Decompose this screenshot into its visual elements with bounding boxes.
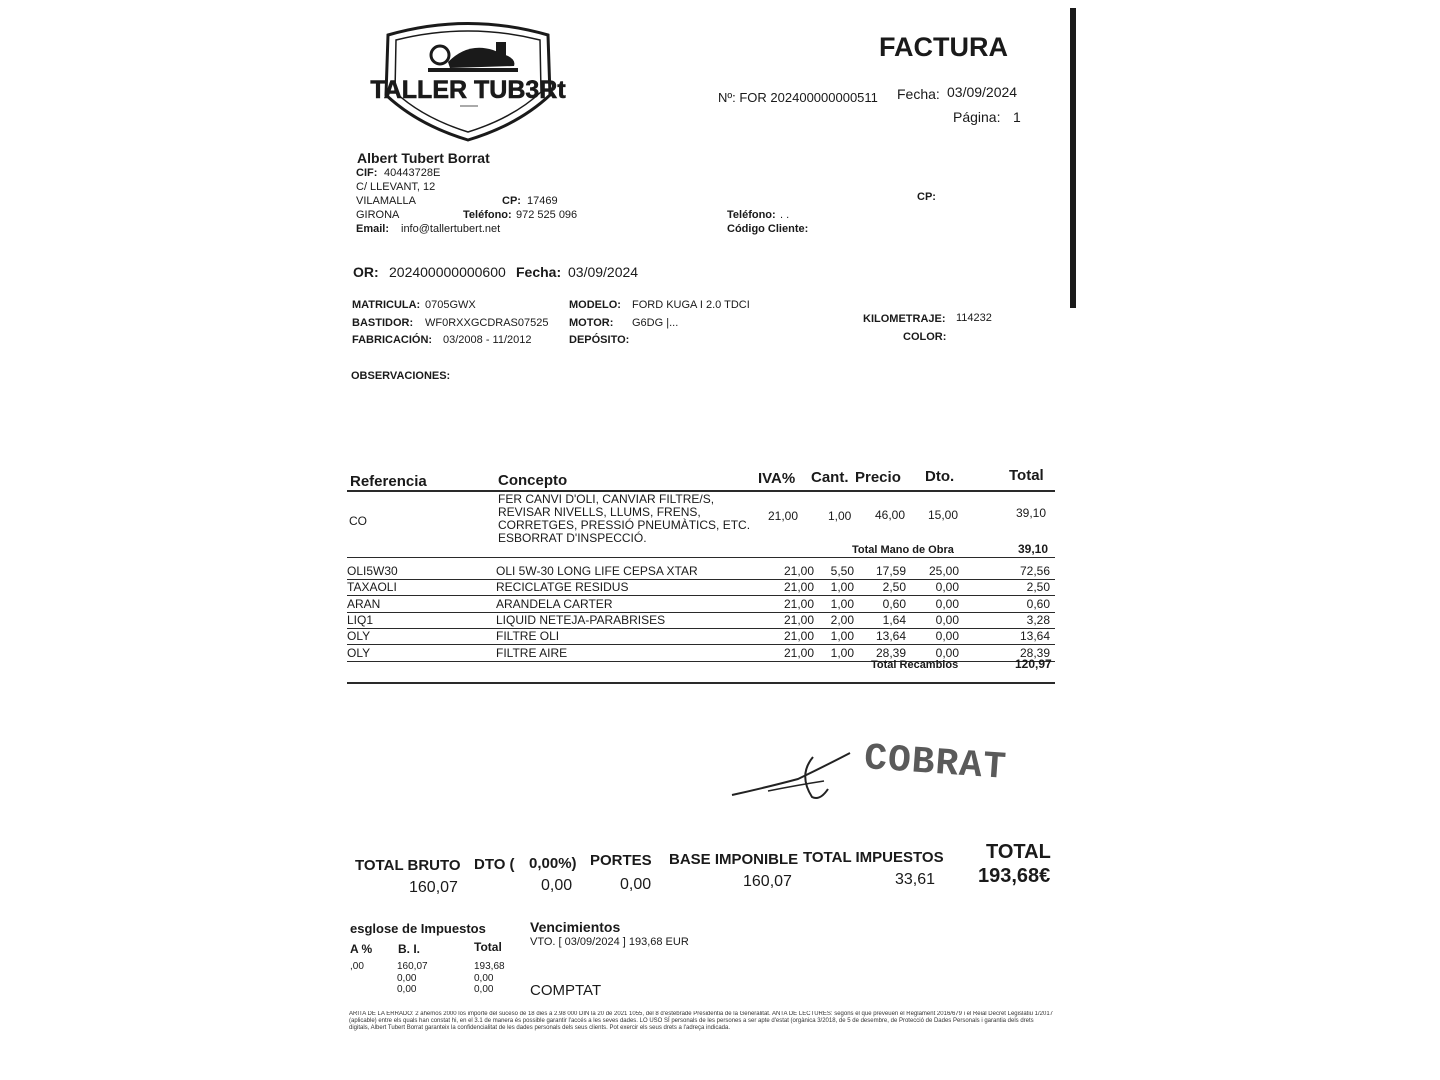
deposito-label: DEPÓSITO: — [569, 334, 630, 346]
part-cant: 5,50 — [830, 564, 854, 578]
labor-precio: 46,00 — [875, 508, 906, 522]
desglose-bi: 0,00 — [397, 972, 417, 984]
labor-total-value: 39,10 — [1018, 542, 1049, 556]
labor-concept-line: ESBORRAT D'INSPECCIÓ. — [498, 531, 647, 545]
dto-value: 0,00 — [541, 877, 573, 894]
desglose-total: 0,00 — [474, 984, 494, 995]
company-phone-label: Teléfono: — [463, 209, 512, 221]
part-total: 72,56 — [1019, 564, 1050, 578]
part-dto: 25,00 — [928, 564, 959, 578]
part-cant: 1,00 — [830, 580, 854, 595]
fabricacion-value: 03/2008 - 11/2012 — [443, 334, 532, 346]
signature — [728, 745, 858, 805]
part-concept: OLI 5W-30 LONG LIFE CEPSA XTAR — [496, 564, 698, 578]
invoice-number: Nº: FOR 202400000000511 — [718, 90, 878, 105]
motor-label: MOTOR: — [569, 317, 614, 329]
modelo-value: FORD KUGA I 2.0 TDCI — [632, 299, 750, 311]
labor-dto: 15,00 — [928, 508, 959, 522]
page-label: Página: — [953, 109, 1001, 125]
portes-label: PORTES — [590, 852, 652, 869]
part-dto: 0,00 — [935, 596, 959, 611]
client-phone: . . — [780, 209, 790, 221]
part-total: 3,28 — [1026, 612, 1050, 627]
part-cant: 1,00 — [830, 645, 854, 660]
part-concept: FILTRE OLI — [496, 629, 560, 644]
col-total: Total — [1009, 467, 1044, 484]
company-cp-label: CP: — [502, 195, 521, 207]
desglose-total: 0,00 — [474, 972, 494, 984]
observaciones-label: OBSERVACIONES: — [351, 370, 451, 382]
part-row — [347, 580, 1055, 596]
part-row — [347, 597, 1055, 613]
matricula-value: 0705GWX — [425, 299, 476, 311]
part-concept: ARANDELA CARTER — [496, 596, 613, 611]
total-impuestos-label: TOTAL IMPUESTOS — [803, 849, 944, 866]
invoice-date-label: Fecha: — [897, 86, 940, 102]
parts-total-value: 120,97 — [1015, 657, 1052, 671]
total-bruto-value: 160,07 — [409, 879, 458, 896]
part-iva: 21,00 — [783, 612, 814, 627]
labor-concept-line: CORRETGES, PRESSIÓ PNEUMÀTICS, ETC. — [498, 518, 751, 532]
col-dto: Dto. — [925, 468, 955, 485]
dto-label: DTO ( — [474, 856, 515, 873]
doc-title: FACTURA — [879, 32, 1008, 62]
desglose-bi: 160,07 — [397, 961, 428, 972]
bastidor-label: BASTIDOR: — [352, 317, 414, 329]
fabricacion-label: FABRICACIÓN: — [352, 334, 433, 346]
logo-text: TALLER TUB3Rt — [370, 76, 566, 104]
vencimientos-line: VTO. [ 03/09/2024 ] 193,68 EUR — [530, 936, 689, 948]
or-number: 202400000000600 — [389, 264, 506, 280]
kilometraje-value: 114232 — [956, 312, 992, 324]
part-dto: 0,00 — [935, 580, 959, 595]
or-label: OR: — [353, 264, 379, 280]
part-row — [347, 613, 1055, 629]
client-phone-label: Teléfono: — [727, 209, 776, 221]
part-row — [347, 629, 1055, 645]
parts-total-label: Total Recambios — [871, 659, 959, 671]
part-ref: TAXAOLI — [347, 580, 397, 595]
modelo-label: MODELO: — [569, 299, 621, 311]
part-ref: OLY — [347, 645, 371, 660]
part-ref: OLI5W30 — [347, 564, 398, 578]
part-total: 28,39 — [1019, 645, 1050, 660]
labor-concept-line: REVISAR NIVELLS, LLUMS, FRENS, — [498, 505, 701, 519]
desglose-title: esglose de Impuestos — [350, 921, 486, 936]
part-ref: ARAN — [347, 596, 381, 611]
total-impuestos-value: 33,61 — [895, 871, 936, 888]
part-cant: 1,00 — [830, 629, 854, 644]
invoice-date: 03/09/2024 — [947, 84, 1018, 100]
part-total: 0,60 — [1026, 596, 1050, 611]
or-date-label: Fecha: — [516, 264, 562, 280]
grand-total-label: TOTAL — [986, 841, 1051, 863]
part-concept: LIQUID NETEJA-PARABRISES — [496, 612, 666, 627]
part-dto: 0,00 — [935, 612, 959, 627]
dto-pct: 0,00%) — [529, 855, 577, 872]
part-iva: 21,00 — [783, 564, 814, 578]
col-referencia: Referencia — [350, 473, 427, 490]
part-cant: 1,00 — [830, 596, 854, 611]
part-iva: 21,00 — [783, 580, 814, 595]
labor-concept-line: FER CANVI D'OLI, CANVIAR FILTRE/S, — [498, 492, 715, 506]
part-concept: FILTRE AIRE — [496, 645, 568, 660]
desglose-iva: ,00 — [350, 961, 364, 972]
portes-value: 0,00 — [620, 876, 652, 893]
client-code-label: Código Cliente: — [727, 223, 809, 235]
part-iva: 21,00 — [783, 629, 814, 644]
part-total: 13,64 — [1019, 629, 1050, 644]
company-address: C/ LLEVANT, 12 — [356, 181, 436, 193]
part-iva: 21,00 — [783, 596, 814, 611]
base-imponible-value: 160,07 — [743, 873, 792, 890]
client-cp-label: CP: — [917, 191, 936, 203]
labor-total-label: Total Mano de Obra — [852, 544, 954, 556]
part-precio: 0,60 — [882, 596, 906, 611]
part-precio: 17,59 — [875, 564, 906, 578]
cif-value: 40443728E — [384, 167, 441, 179]
part-ref: OLY — [347, 629, 371, 644]
part-precio: 13,64 — [875, 629, 906, 644]
col-iva: IVA% — [758, 470, 796, 487]
taller-tubert-logo — [368, 20, 568, 142]
legal-fine-print: ARITA DE LA ERRADO: 2 ahemos 2000 los importe del suceso de 18 dies a 2.98 000 DIN la 20 de 2021 1055, del 8 d'estebrade Presidentia de la Generalitat. ANTA DE LECTURES: segons el que preveuen el Reglament 2016/679 i el Reial Decret Legislatiu 1/2017 (aplicable) entre els quals han constat hi, en el 3.1 de manera és possible garantir l'accés a les seves dades. LO USO SÍ personals de les persones a ser apte d'estat (orgànica 3/2018, de 5 de desembre, de Protecció de Dades Personals i garantia dels drets digitals, Albert Tubert Borrat garanteix la confidencialitat de les dades personals dels seus clients. Pot exercir els seus drets a l'adreça indicada. — [349, 1011, 1054, 1031]
part-precio: 28,39 — [875, 645, 906, 660]
grand-total-value: 193,68€ — [978, 865, 1051, 887]
desglose-col-iva: A % — [350, 942, 373, 956]
part-dto: 0,00 — [935, 629, 959, 644]
part-precio: 2,50 — [882, 580, 906, 595]
parts-total-rule — [347, 682, 1055, 684]
bastidor-value: WF0RXXGCDRAS07525 — [425, 317, 549, 329]
color-label: COLOR: — [903, 331, 947, 343]
labor-rule — [347, 557, 1055, 558]
matricula-label: MATRICULA: — [352, 299, 421, 311]
company-name: Albert Tubert Borrat — [357, 150, 490, 166]
company-province: GIRONA — [356, 209, 400, 221]
page-edge-shadow — [1070, 8, 1076, 308]
part-ref: LIQ1 — [347, 612, 374, 627]
base-imponible-label: BASE IMPONIBLE — [669, 851, 799, 868]
col-precio: Precio — [855, 469, 901, 486]
part-dto: 0,00 — [935, 645, 959, 660]
motor-value: G6DG |... — [632, 317, 679, 329]
labor-iva: 21,00 — [768, 509, 799, 523]
desglose-total: 193,68 — [474, 961, 505, 972]
company-city: VILAMALLA — [356, 195, 416, 207]
part-row — [347, 564, 1055, 580]
labor-ref: CO — [349, 514, 367, 528]
company-phone: 972 525 096 — [516, 209, 578, 221]
labor-total: 39,10 — [1016, 506, 1047, 520]
company-email: info@tallertubert.net — [401, 223, 501, 235]
cif-label: CIF: — [356, 167, 378, 179]
part-cant: 2,00 — [830, 612, 854, 627]
vencimientos-title: Vencimientos — [530, 919, 621, 935]
kilometraje-label: KILOMETRAJE: — [863, 313, 946, 325]
desglose-bi: 0,00 — [397, 984, 417, 995]
col-cant: Cant. — [811, 469, 849, 486]
part-concept: RECICLATGE RESIDUS — [496, 580, 629, 595]
desglose-col-total: Total — [474, 940, 502, 954]
or-date: 03/09/2024 — [568, 264, 639, 280]
total-bruto-label: TOTAL BRUTO — [355, 857, 461, 874]
part-precio: 1,64 — [882, 612, 906, 627]
labor-cant: 1,00 — [828, 509, 852, 523]
part-iva: 21,00 — [783, 645, 814, 660]
company-cp: 17469 — [527, 195, 558, 207]
col-concepto: Concepto — [498, 472, 568, 489]
company-email-label: Email: — [356, 223, 390, 235]
cobrat-stamp: COBRAT — [862, 737, 1009, 790]
page-number: 1 — [1013, 109, 1021, 125]
desglose-col-bi: B. I. — [398, 942, 421, 956]
part-total: 2,50 — [1026, 580, 1050, 595]
payment-method: COMPTAT — [530, 982, 602, 999]
